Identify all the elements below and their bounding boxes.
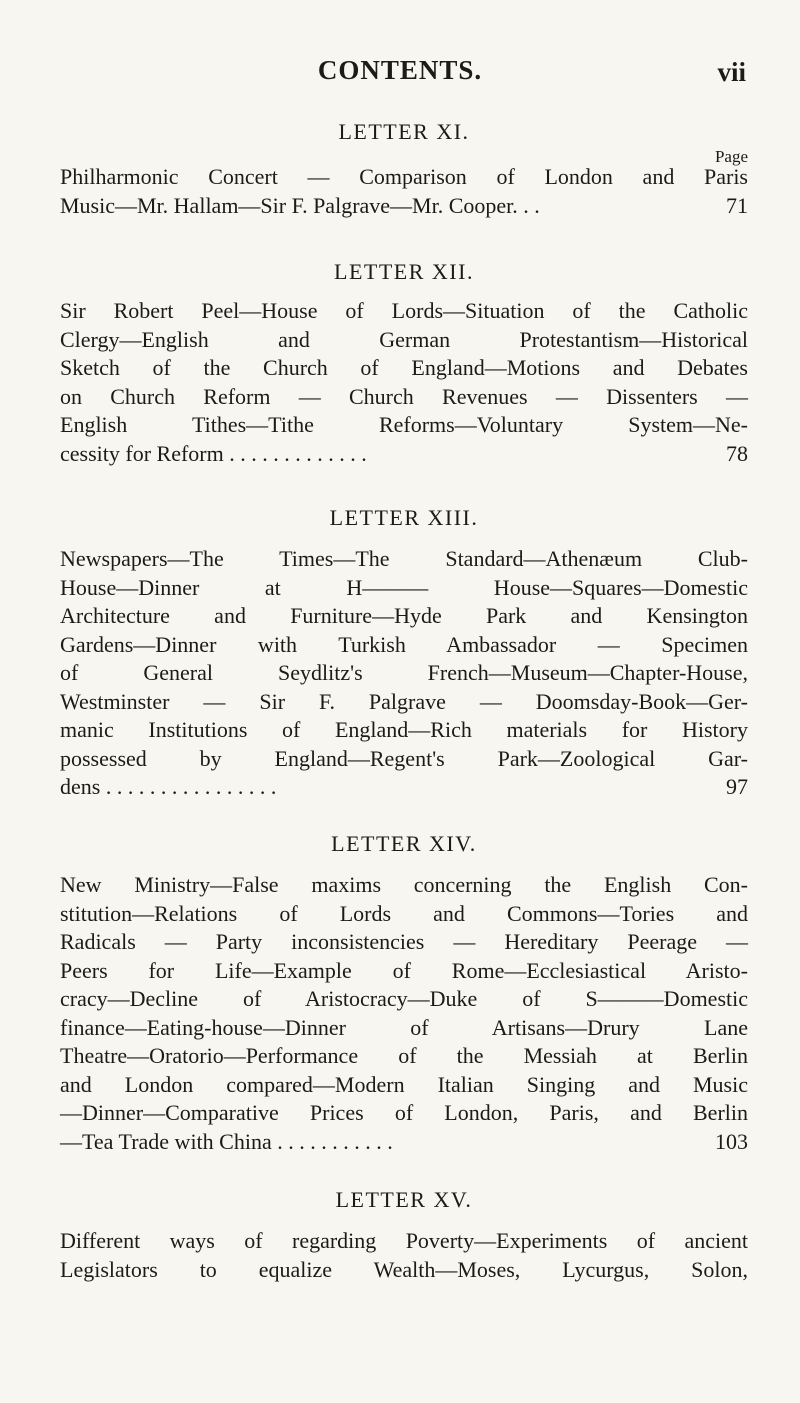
summary-line: of General Seydlitz's French—Museum—Chapter-House, <box>60 660 748 685</box>
summary-line: House—Dinner at H——— House—Squares—Domestic <box>60 574 748 600</box>
summary-line: Clergy—English and German Protestantism—Historical <box>60 326 748 352</box>
letter-heading: LETTER XI. <box>338 119 470 144</box>
summary-line: Sir Robert Peel—House of Lords—Situation of the Catholic <box>60 298 748 323</box>
summary-line: Philharmonic Concert — Comparison of London and Paris <box>60 164 748 189</box>
summary-line: dens . . . . . . . . . . . . . . . . <box>60 774 277 799</box>
summary-line: English Tithes—Tithe Reforms—Voluntary System—Ne- <box>60 412 748 437</box>
summary-line: possessed by England—Regent's Park—Zoological Gar- <box>60 745 748 771</box>
summary-line: Radicals — Party inconsistencies — Hereditary Peerage — <box>60 929 748 954</box>
summary-line: —Dinner—Comparative Prices of London, Paris, and Berlin <box>60 1100 748 1125</box>
summary-line: Westminster — Sir F. Palgrave — Doomsday-Book—Ger- <box>60 688 748 714</box>
letter-summary <box>60 871 748 1156</box>
summary-line: Music—Mr. Hallam—Sir F. Palgrave—Mr. Cooper. . . <box>60 192 540 218</box>
entry-page-number: 97 <box>726 774 748 799</box>
letter-heading: LETTER XII. <box>334 259 474 284</box>
summary-line: —Tea Trade with China . . . . . . . . . . . <box>60 1128 393 1154</box>
summary-line: Different ways of regarding Poverty—Experiments of ancient <box>60 1228 748 1253</box>
summary-line: stitution—Relations of Lords and Commons—Tories and <box>60 900 748 926</box>
letter-heading: LETTER XV. <box>335 1187 473 1212</box>
summary-line: and London compared—Modern Italian Singing and Music <box>60 1071 748 1097</box>
running-head <box>0 55 800 95</box>
summary-line: Newspapers—The Times—The Standard—Athenæum Club- <box>60 546 748 571</box>
letter-section <box>60 257 748 468</box>
page-column-label: Page <box>714 147 748 166</box>
summary-line: finance—Eating-house—Dinner of Artisans—Drury Lane <box>60 1014 748 1040</box>
letter-summary <box>60 1227 748 1284</box>
summary-line: Gardens—Dinner with Turkish Ambassador — Specimen <box>60 631 748 657</box>
letter-summary <box>60 163 748 220</box>
letter-heading: LETTER XIV. <box>331 831 477 856</box>
summary-line: New Ministry—False maxims concerning the English Con- <box>60 872 748 897</box>
summary-line: cessity for Reform . . . . . . . . . . . . . <box>60 440 367 466</box>
page-number: vii <box>717 57 746 87</box>
letter-section <box>60 503 748 802</box>
running-title: CONTENTS. <box>317 55 483 85</box>
entry-page-number: 103 <box>715 1128 748 1154</box>
letter-heading: LETTER XIII. <box>329 505 479 530</box>
entry-page-number: 71 <box>726 192 748 218</box>
summary-line: Theatre—Oratorio—Performance of the Messiah at Berlin <box>60 1043 748 1068</box>
summary-line: Architecture and Furniture—Hyde Park and Kensington <box>60 603 748 628</box>
letter-summary <box>60 297 748 468</box>
entry-page-number: 78 <box>726 440 748 466</box>
summary-line: Legislators to equalize Wealth—Moses, Lycurgus, Solon, <box>60 1256 748 1282</box>
summary-line: manic Institutions of England—Rich materials for History <box>60 717 748 742</box>
summary-line: on Church Reform — Church Revenues — Dissenters — <box>60 383 748 409</box>
summary-line: Sketch of the Church of England—Motions and Debates <box>60 355 748 380</box>
summary-line: Peers for Life—Example of Rome—Ecclesiastical Aristo- <box>60 957 748 983</box>
letter-section <box>60 1185 748 1284</box>
letter-section <box>60 117 748 220</box>
summary-line: cracy—Decline of Aristocracy—Duke of S———Domestic <box>60 986 748 1011</box>
letter-summary <box>60 545 748 802</box>
letter-section <box>60 829 748 1156</box>
